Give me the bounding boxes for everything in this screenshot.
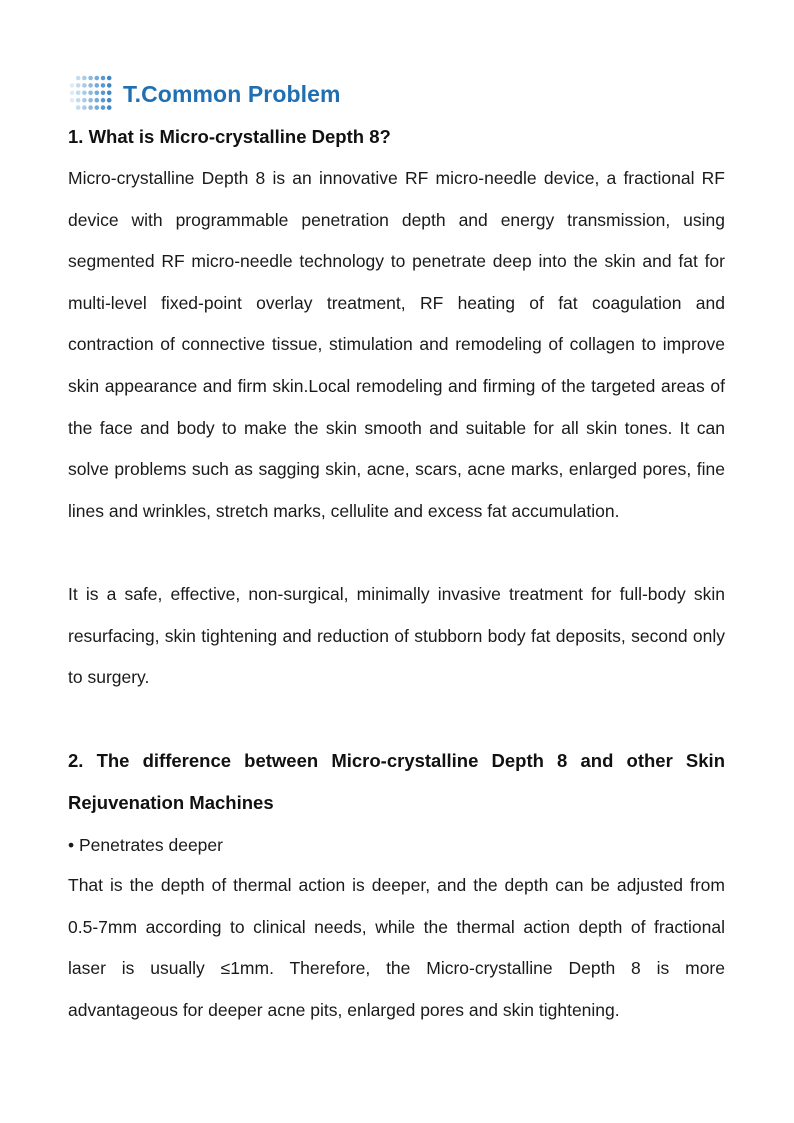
dot-grid-dot [101,76,106,81]
section-header [68,73,341,113]
dot-grid-dot [76,76,81,81]
dot-grid-dot [95,91,100,96]
dot-grid-dot [88,76,93,81]
dot-grid-dot [88,98,93,103]
dot-grid-dot [107,98,112,103]
dot-grid-dot [107,76,112,81]
dot-grid-dot [95,83,100,88]
dot-grid-dot [88,105,93,110]
dot-grid-dot [82,91,87,96]
bullet-point: • Penetrates deeper [68,835,223,855]
dot-grid-dot [88,83,93,88]
dot-grid-dot [82,98,87,103]
question-1-paragraph-2: It is a safe, effective, non-surgical, minimally invasive treatment for full-body skin resurfacing, skin tightening and reduction of stubborn body fat deposits, second only to surgery. [68,584,725,688]
question-2-paragraph-1: That is the depth of thermal action is deeper, and the depth can be adjusted from 0.5-7mm according to clinical needs, while the thermal action depth of fractional laser is usually ≤1mm. Therefore, the Micro-crystalline Depth 8 is more advantageous for deeper acne pits, enlarged pores and skin tightening. [68,875,725,1020]
dot-grid-dot [95,76,100,81]
dot-grid-dot [82,105,87,110]
dot-grid-dot [101,105,106,110]
section-title: T.Common Problem [123,80,341,107]
dot-grid-dot [88,91,93,96]
question-2-heading: 2. The difference between Micro-crystalline Depth 8 and other Skin Rejuvenation Machines [68,750,725,813]
dot-grid-dot [76,91,81,96]
dot-grid-dot [95,105,100,110]
dot-grid-dot [76,105,81,110]
dot-grid-dot [76,83,81,88]
dot-grid-dot [95,98,100,103]
dot-grid-dot [101,98,106,103]
dot-grid-dot [101,83,106,88]
dot-grid-dot [107,83,112,88]
dot-grid-dot [70,91,75,96]
question-1-paragraph-1: Micro-crystalline Depth 8 is an innovative RF micro-needle device, a fractional RF device with programmable penetration depth and energy transmission, using segmented RF micro-needle technology to penetrate deep into the skin and fat for multi-level fixed-point overlay treatment, RF heating of fat coagulation and contraction of connective tissue, stimulation and remodeling of collagen to improve skin appearance and firm skin.Local remodeling and firming of the targeted areas of the face and body to make the skin smooth and suitable for all skin tones. It can solve problems such as sagging skin, acne, scars, acne marks, enlarged pores, fine lines and wrinkles, stretch marks, cellulite and excess fat accumulation. [68,168,725,521]
dot-grid-dot [76,98,81,103]
dot-grid-dot [82,76,87,81]
dot-grid-dot [70,83,75,88]
dot-grid-dot [107,105,112,110]
dot-grid-dot [70,98,75,103]
dot-grid-dot [101,91,106,96]
dot-grid-dot [82,83,87,88]
dot-grid-icon [68,73,116,113]
dot-grid-dot [107,91,112,96]
question-1-heading: 1. What is Micro-crystalline Depth 8? [68,126,391,147]
